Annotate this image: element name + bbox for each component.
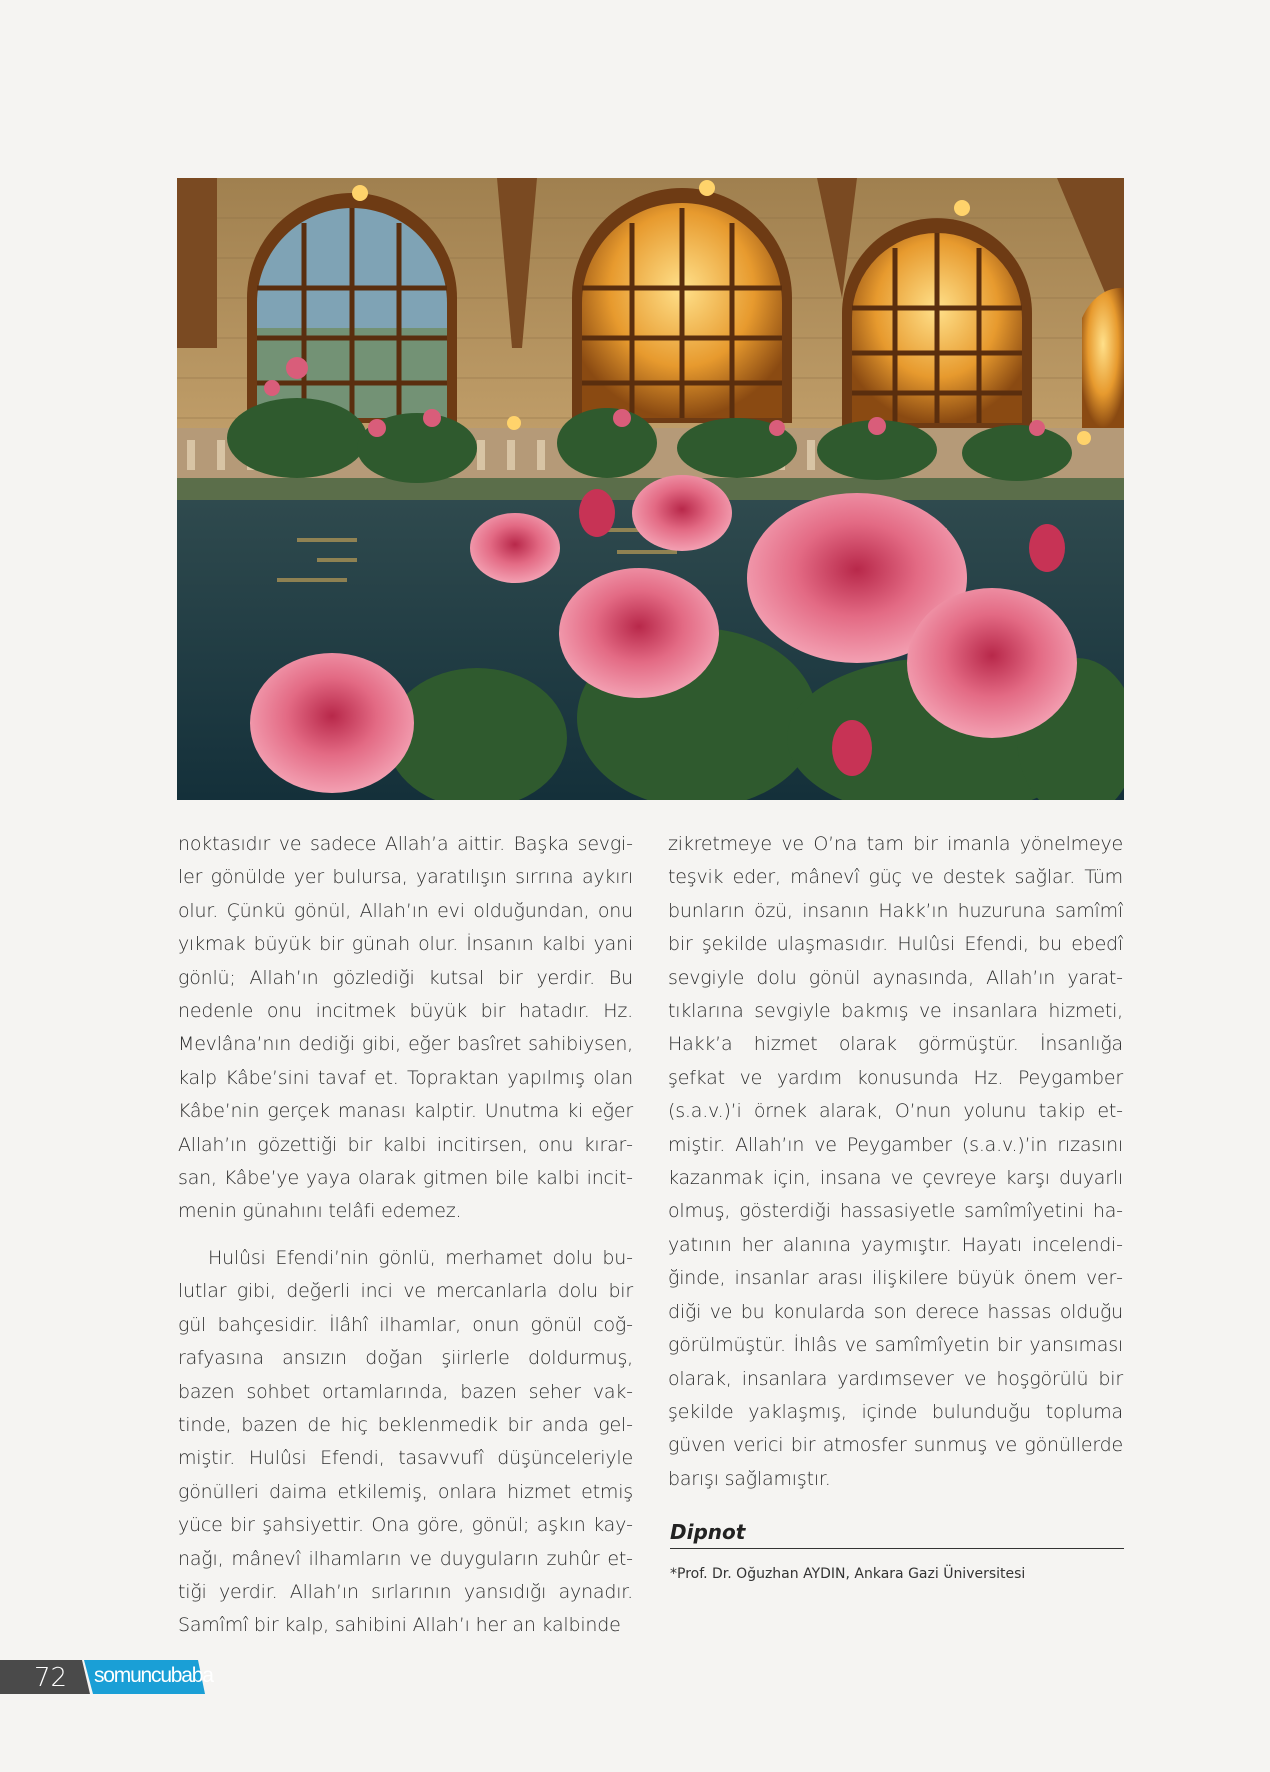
rose-garden-illustration-icon — [177, 178, 1124, 800]
footnote-text: *Prof. Dr. Oğuzhan AYDIN, Ankara Gazi Üniversitesi — [670, 1566, 1026, 1582]
magazine-brand: somuncubaba — [94, 1664, 213, 1687]
page-footer — [0, 1660, 213, 1694]
article-column-right — [668, 828, 1123, 1496]
paragraph: Hulûsi Efendi’nin gönlü, merhamet dolu bulutlar gibi, değerli inci ve mercanlarla dolu bir gül bahçesidir. İlâhî ilhamlar, onun gönül coğrafyasına ansızın doğan şiirlerle doldurmuş, bazen sohbet ortamlarında, bazen seher vaktinde, bazen de hiç beklenmedik bir anda gelmiştir. Hulûsi Efendi, tasavvufî düşünceleriyle gönülleri daima etkilemiş, onlara hizmet etmiş yüce bir şahsiyettir. Ona göre, gönül; aşkın kaynağı, mânevî ilhamların ve duyguların zuhûr ettiği yerdir. Allah’ın sırlarının yansıdığı aynadır. Samîmî bir kalp, sahibini Allah’ı her an kalbinde — [178, 1246, 633, 1637]
paragraph: zikretmeye ve O’na tam bir imanla yönelmeye teşvik eder, mânevî güç ve destek sağlar. Tüm bunların özü, insanın Hakk’ın huzuruna samîmî bir şekilde ulaşmasıdır. Hulûsi Efendi, bu ebedî sevgiyle dolu gönül aynasında, Allah’ın yarattıklarına sevgiyle bakmış ve insanlara hizmeti, Hakk’a hizmet olarak görmüştür. İnsanlığa şefkat ve yardım konusunda Hz. Peygamber (s.a.v.)’i örnek alarak, O’nun yolunu takip etmiştir. Allah’ın ve Peygamber (s.a.v.)’in rızasını kazanmak için, insana ve çevreye karşı duyarlı olmuş, gösterdiği hassasiyetle samîmîyetini hayatının her alanına yaymıştır. Hayatı incelendiğinde, insanlar arası ilişkilere büyük önem verdiği ve bu konularda son derece hassas olduğu görülmüştür. İhlâs ve samîmîyetin bir yansıması olarak, insanlara yardımsever ve hoşgörülü bir şekilde yaklaşmış, içinde bulunduğu topluma güven verici bir atmosfer sunmuş ve gönüllerde barışı sağlamıştır. — [668, 833, 1123, 1490]
paragraph: noktasıdır ve sadece Allah’a aittir. Başka sevgiler gönülde yer bulursa, yaratılışın sırrına aykırı olur. Çünkü gönül, Allah’ın evi olduğundan, onu yıkmak büyük bir günah olur. İnsanın kalbi yani gönlü; Allah’ın gözlediği kutsal bir yerdir. Bu nedenle onu incitmek büyük bir hatadır. Hz. Mevlâna’nın dediği gibi, eğer basîret sahibiysen, kalp Kâbe’sini tavaf et. Topraktan yapılmış olan Kâbe’nin gerçek manası kalptir. Unutma ki eğer Allah’ın gözettiği bir kalbi incitirsen, onu kırarsan, Kâbe’ye yaya olarak gitmen bile kalbi incitmenin günahını telâfi edemez. — [178, 833, 633, 1223]
footnote-title: Dipnot — [670, 1520, 1124, 1549]
rose-garden-illustration-svg — [177, 178, 1124, 800]
page-number: 72 — [34, 1663, 68, 1693]
article-column-left — [178, 828, 633, 1643]
